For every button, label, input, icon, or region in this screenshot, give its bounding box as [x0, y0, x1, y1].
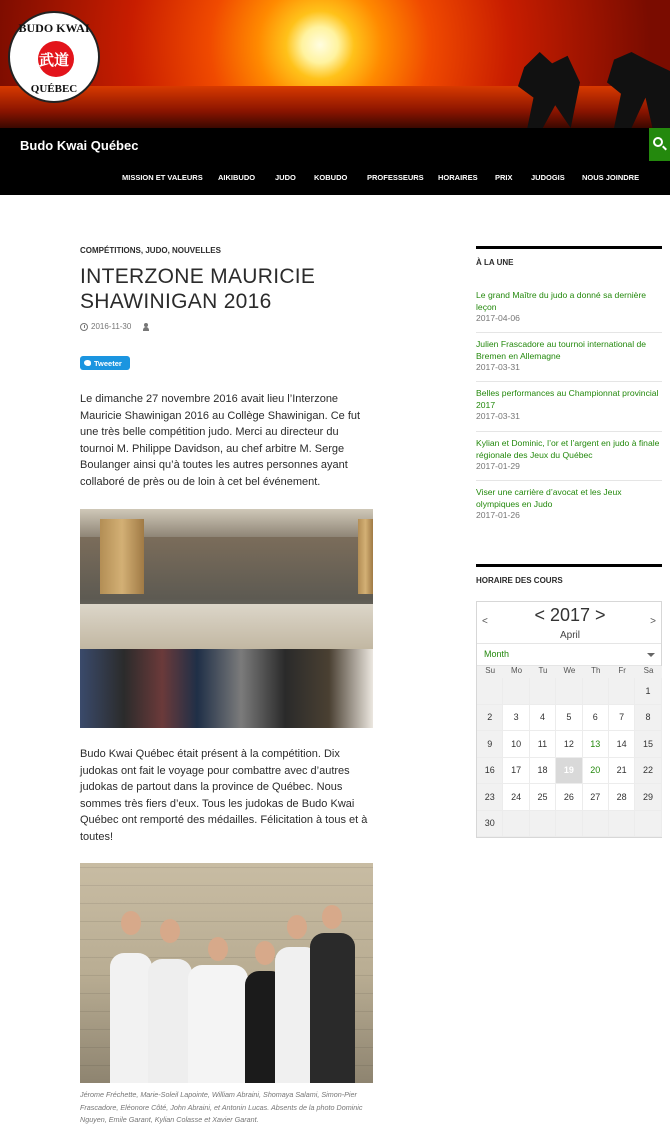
news-item [476, 290, 662, 325]
calendar-day[interactable]: 17 [503, 758, 529, 785]
calendar-weekday-header: Th [583, 666, 609, 678]
calendar-empty-cell [583, 678, 609, 705]
calendar-day[interactable]: 11 [530, 731, 556, 758]
calendar-day[interactable]: 5 [556, 705, 582, 732]
menu-item-judogis[interactable]: JUDOGIS [531, 173, 565, 182]
judoka-head [208, 937, 228, 961]
judoka-head [287, 915, 307, 939]
post-categories[interactable]: COMPÉTITIONS, JUDO, NOUVELLES [80, 246, 221, 255]
judoka-figure [110, 953, 152, 1083]
spectator-crowd [80, 649, 373, 728]
menu-item-judo[interactable]: JUDO [275, 173, 296, 182]
calendar-empty-cell [530, 811, 556, 838]
calendar-day[interactable]: 23 [477, 784, 503, 811]
calendar-day[interactable]: 27 [583, 784, 609, 811]
judoka-head [121, 911, 141, 935]
twitter-bird-icon [84, 360, 91, 366]
news-separator [476, 381, 662, 382]
schedule-widget-title: HORAIRE DES COURS [476, 576, 563, 585]
calendar-day[interactable]: 18 [530, 758, 556, 785]
calendar-day[interactable]: 13 [583, 731, 609, 758]
judoka-figure [148, 959, 192, 1083]
header-banner [0, 0, 670, 128]
news-separator [476, 332, 662, 333]
news-item-link[interactable]: Viser une carrière d’avocat et les Jeux olympiques en Judo [476, 487, 622, 509]
news-item-date: 2017-01-26 [476, 510, 520, 520]
post-meta [80, 322, 149, 331]
calendar-empty-cell [609, 678, 635, 705]
calendar-day[interactable]: 21 [609, 758, 635, 785]
menu-item-horaires[interactable]: HORAIRES [438, 173, 478, 182]
calendar-day[interactable]: 19 [556, 758, 582, 785]
main-navbar [0, 128, 670, 195]
calendar-weekday-header: Sa [635, 666, 661, 678]
calendar-year[interactable]: < 2017 > [534, 605, 606, 625]
calendar-day[interactable]: 3 [503, 705, 529, 732]
menu-item-professeurs[interactable]: PROFESSEURS [367, 173, 424, 182]
news-item-date: 2017-04-06 [476, 313, 520, 323]
calendar-empty-cell [503, 811, 529, 838]
calendar-day[interactable]: 9 [477, 731, 503, 758]
calendar-empty-cell [503, 678, 529, 705]
tweet-button[interactable] [80, 356, 130, 370]
calendar-day[interactable]: 24 [503, 784, 529, 811]
calendar-month: April [559, 630, 580, 641]
calendar-day[interactable]: 16 [477, 758, 503, 785]
calendar-day[interactable]: 25 [530, 784, 556, 811]
calendar-weekday-header: Mo [503, 666, 529, 678]
calendar-weekday-header: Fr [609, 666, 635, 678]
news-item-date: 2017-03-31 [476, 411, 520, 421]
post-date[interactable]: 2016-11-30 [91, 322, 132, 331]
search-icon-handle [662, 146, 667, 151]
judoka-figure [188, 965, 248, 1083]
author-icon[interactable] [143, 323, 149, 331]
calendar-day[interactable]: 26 [556, 784, 582, 811]
news-item-link[interactable]: Le grand Maître du judo a donné sa dernière leçon [476, 290, 647, 312]
photo-caption: Jérome Fréchette, Marie-Soleil Lapointe, William Abraini, Shomaya Salami, Simon-Pier Frascadore, Eléonore Côté, John Abraini, et Antonin Lucas. Absents de la photo Dominic Nguyen, Emile Garant, Kylian Colasse et Xavier Garant. [80, 1090, 363, 1124]
calendar-weekday-header: We [556, 666, 582, 678]
prev-month-button[interactable]: < [482, 616, 488, 627]
calendar-day[interactable]: 12 [556, 731, 582, 758]
news-item-link[interactable]: Julien Frascadore au tournoi international de Bremen en Allemagne [476, 339, 647, 361]
news-separator [476, 431, 662, 432]
schedule-calendar [476, 601, 662, 838]
calendar-empty-cell [530, 678, 556, 705]
calendar-day[interactable]: 14 [609, 731, 635, 758]
news-item [476, 438, 662, 473]
post-paragraph: Le dimanche 27 novembre 2016 avait lieu l’Interzone Mauricie Shawinigan 2016 au Collège Shawinigan. Ce fut une très belle compétition judo. Merci au directeur du tournoi M. Philippe Davidson, au chef arbitre M. Serge Boulanger ainsi qu’à toutes les autres personnes ayant collaboré de près ou de loin à cet bel événement. [80, 393, 361, 488]
calendar-day[interactable]: 7 [609, 705, 635, 732]
news-item-link[interactable]: Kylian et Dominic, l’or et l’argent en judo à finale régionale des Jeux du Québec [476, 438, 660, 460]
calendar-day[interactable]: 15 [635, 731, 661, 758]
menu-item-prix[interactable]: PRIX [495, 173, 513, 182]
news-item [476, 339, 662, 374]
news-item [476, 388, 662, 423]
judoka-head [160, 919, 180, 943]
calendar-day[interactable]: 20 [583, 758, 609, 785]
clock-icon [80, 323, 88, 331]
calendar-day[interactable]: 10 [503, 731, 529, 758]
logo-top-text: BUDO KWAI [18, 21, 90, 35]
search-button[interactable] [649, 128, 670, 161]
calendar-day[interactable]: 1 [635, 678, 661, 705]
calendar-day[interactable]: 6 [583, 705, 609, 732]
judoka-head [255, 941, 275, 965]
calendar-view-select[interactable] [477, 644, 661, 666]
calendar-day[interactable]: 8 [635, 705, 661, 732]
calendar-header [477, 602, 661, 644]
gym-curtain [100, 519, 144, 594]
news-separator [476, 480, 662, 481]
calendar-grid [477, 666, 661, 837]
menu-item-nous-joindre[interactable]: NOUS JOINDRE [582, 173, 640, 182]
post-title: INTERZONE MAURICIE SHAWINIGAN 2016 [80, 265, 316, 313]
calendar-day[interactable]: 22 [635, 758, 661, 785]
calendar-day[interactable]: 30 [477, 811, 503, 838]
judoka-group [110, 911, 355, 1083]
news-item-link[interactable]: Belles performances au Championnat provincial 2017 [476, 388, 659, 410]
calendar-day[interactable]: 4 [530, 705, 556, 732]
calendar-empty-cell [609, 811, 635, 838]
team-photo [80, 863, 373, 1083]
news-item [476, 487, 662, 522]
next-month-button[interactable]: > [650, 616, 656, 627]
chevron-down-icon [647, 653, 655, 657]
widget-divider [476, 564, 662, 567]
site-logo[interactable] [8, 11, 100, 103]
calendar-day[interactable]: 2 [477, 705, 503, 732]
tweet-button-label: Tweeter [94, 358, 122, 368]
menu-item-aikibudo[interactable]: AIKIBUDO [218, 173, 256, 182]
news-item-date: 2017-01-29 [476, 461, 520, 471]
calendar-empty-cell [635, 811, 661, 838]
logo-kanji: 武道 [38, 51, 69, 69]
menu-item-kobudo[interactable]: KOBUDO [314, 173, 348, 182]
news-item-date: 2017-03-31 [476, 362, 520, 372]
post-paragraph: Budo Kwai Québec était présent à la compétition. Dix judokas ont fait le voyage pour combattre avec d’autres judokas de partout dans la province de Québec. Nous sommes très fiers d’eux. Tous les judokas de Budo Kwai Québec ont remporté des médailles. Félicitation à tous et à toutes! [80, 748, 368, 843]
calendar-weekday-header: Tu [530, 666, 556, 678]
gym-curtain [358, 519, 373, 594]
calendar-view-value: Month [484, 649, 510, 659]
widget-divider [476, 246, 662, 249]
logo-bottom-text: QUÉBEC [30, 83, 78, 95]
judoka-figure [310, 933, 355, 1083]
judoka-head [322, 905, 342, 929]
calendar-empty-cell [556, 811, 582, 838]
news-widget-title: À LA UNE [476, 258, 514, 267]
competition-photo [80, 509, 373, 728]
site-title[interactable]: Budo Kwai Québec [20, 138, 139, 153]
calendar-day[interactable]: 29 [635, 784, 661, 811]
calendar-day[interactable]: 28 [609, 784, 635, 811]
calendar-empty-cell [477, 678, 503, 705]
calendar-weekday-header: Su [477, 666, 503, 678]
menu-item-mission[interactable]: MISSION ET VALEURS [122, 173, 203, 182]
calendar-empty-cell [583, 811, 609, 838]
calendar-empty-cell [556, 678, 582, 705]
